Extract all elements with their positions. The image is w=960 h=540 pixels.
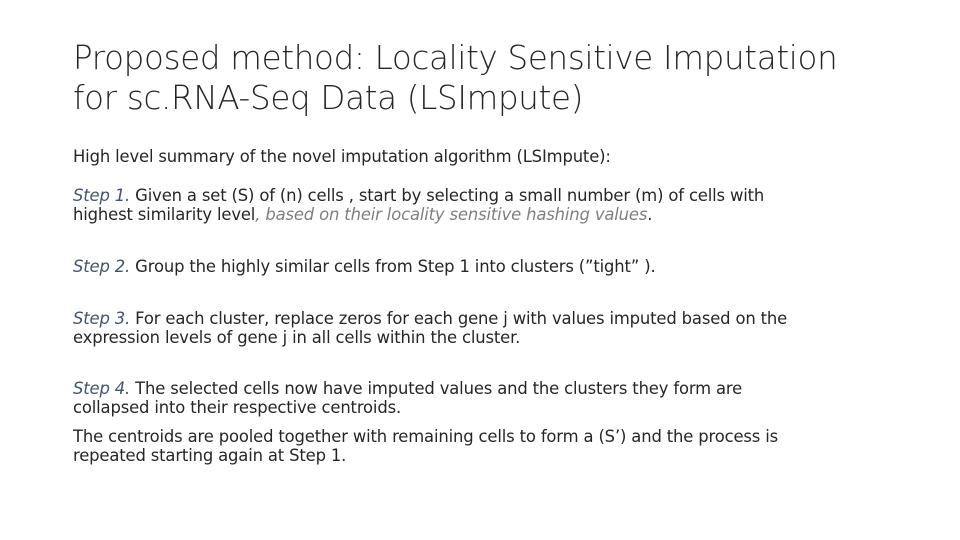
step-1-period: .: [647, 205, 653, 224]
summary-text: [73, 147, 933, 166]
step-2-line: [73, 257, 933, 276]
step-1-paragraph: [73, 186, 933, 224]
step-3-line-1: [73, 309, 933, 328]
step-2-paragraph: [73, 257, 933, 276]
step-1-text-1: Given a set (S) of (n) cells , start by selecting a small number (m) of cells with: [130, 186, 765, 205]
summary-line: High level summary of the novel imputation algorithm (LSImpute):: [73, 147, 611, 166]
final-line-2: repeated starting again at Step 1.: [73, 446, 347, 465]
step-1-italic-text: , based on their locality sensitive hashing values: [255, 205, 648, 224]
title-line-2: for sc.RNA-Seq Data (LSImpute): [73, 79, 584, 117]
title-line-1: Proposed method: Locality Sensitive Imputation: [73, 39, 838, 77]
step-2-text: Group the highly similar cells from Step 1 into clusters (”tight” ).: [130, 257, 656, 276]
slide-title: [73, 38, 933, 118]
step-4-line-1: [73, 379, 933, 398]
step-1-text-2: highest similarity level: [73, 205, 256, 224]
step-3-label: Step 3.: [73, 309, 131, 328]
step-2-label: Step 2.: [73, 257, 131, 276]
step-3-line-2: expression levels of gene j in all cells within the cluster.: [73, 328, 521, 347]
step-4-text-1: The selected cells now have imputed values and the clusters they form are: [130, 379, 743, 398]
step-4-label: Step 4.: [73, 379, 131, 398]
step-3-paragraph: [73, 309, 933, 347]
step-1-line-1: [73, 186, 933, 205]
final-paragraph: [73, 427, 933, 465]
step-3-text-1: For each cluster, replace zeros for each gene j with values imputed based on the: [130, 309, 788, 328]
step-4-line-2: collapsed into their respective centroids.: [73, 398, 402, 417]
step-1-label: Step 1.: [73, 186, 131, 205]
final-line-1: The centroids are pooled together with remaining cells to form a (S’) and the process is: [73, 427, 779, 446]
step-4-paragraph: [73, 379, 933, 417]
step-1-line-2: [73, 205, 933, 224]
